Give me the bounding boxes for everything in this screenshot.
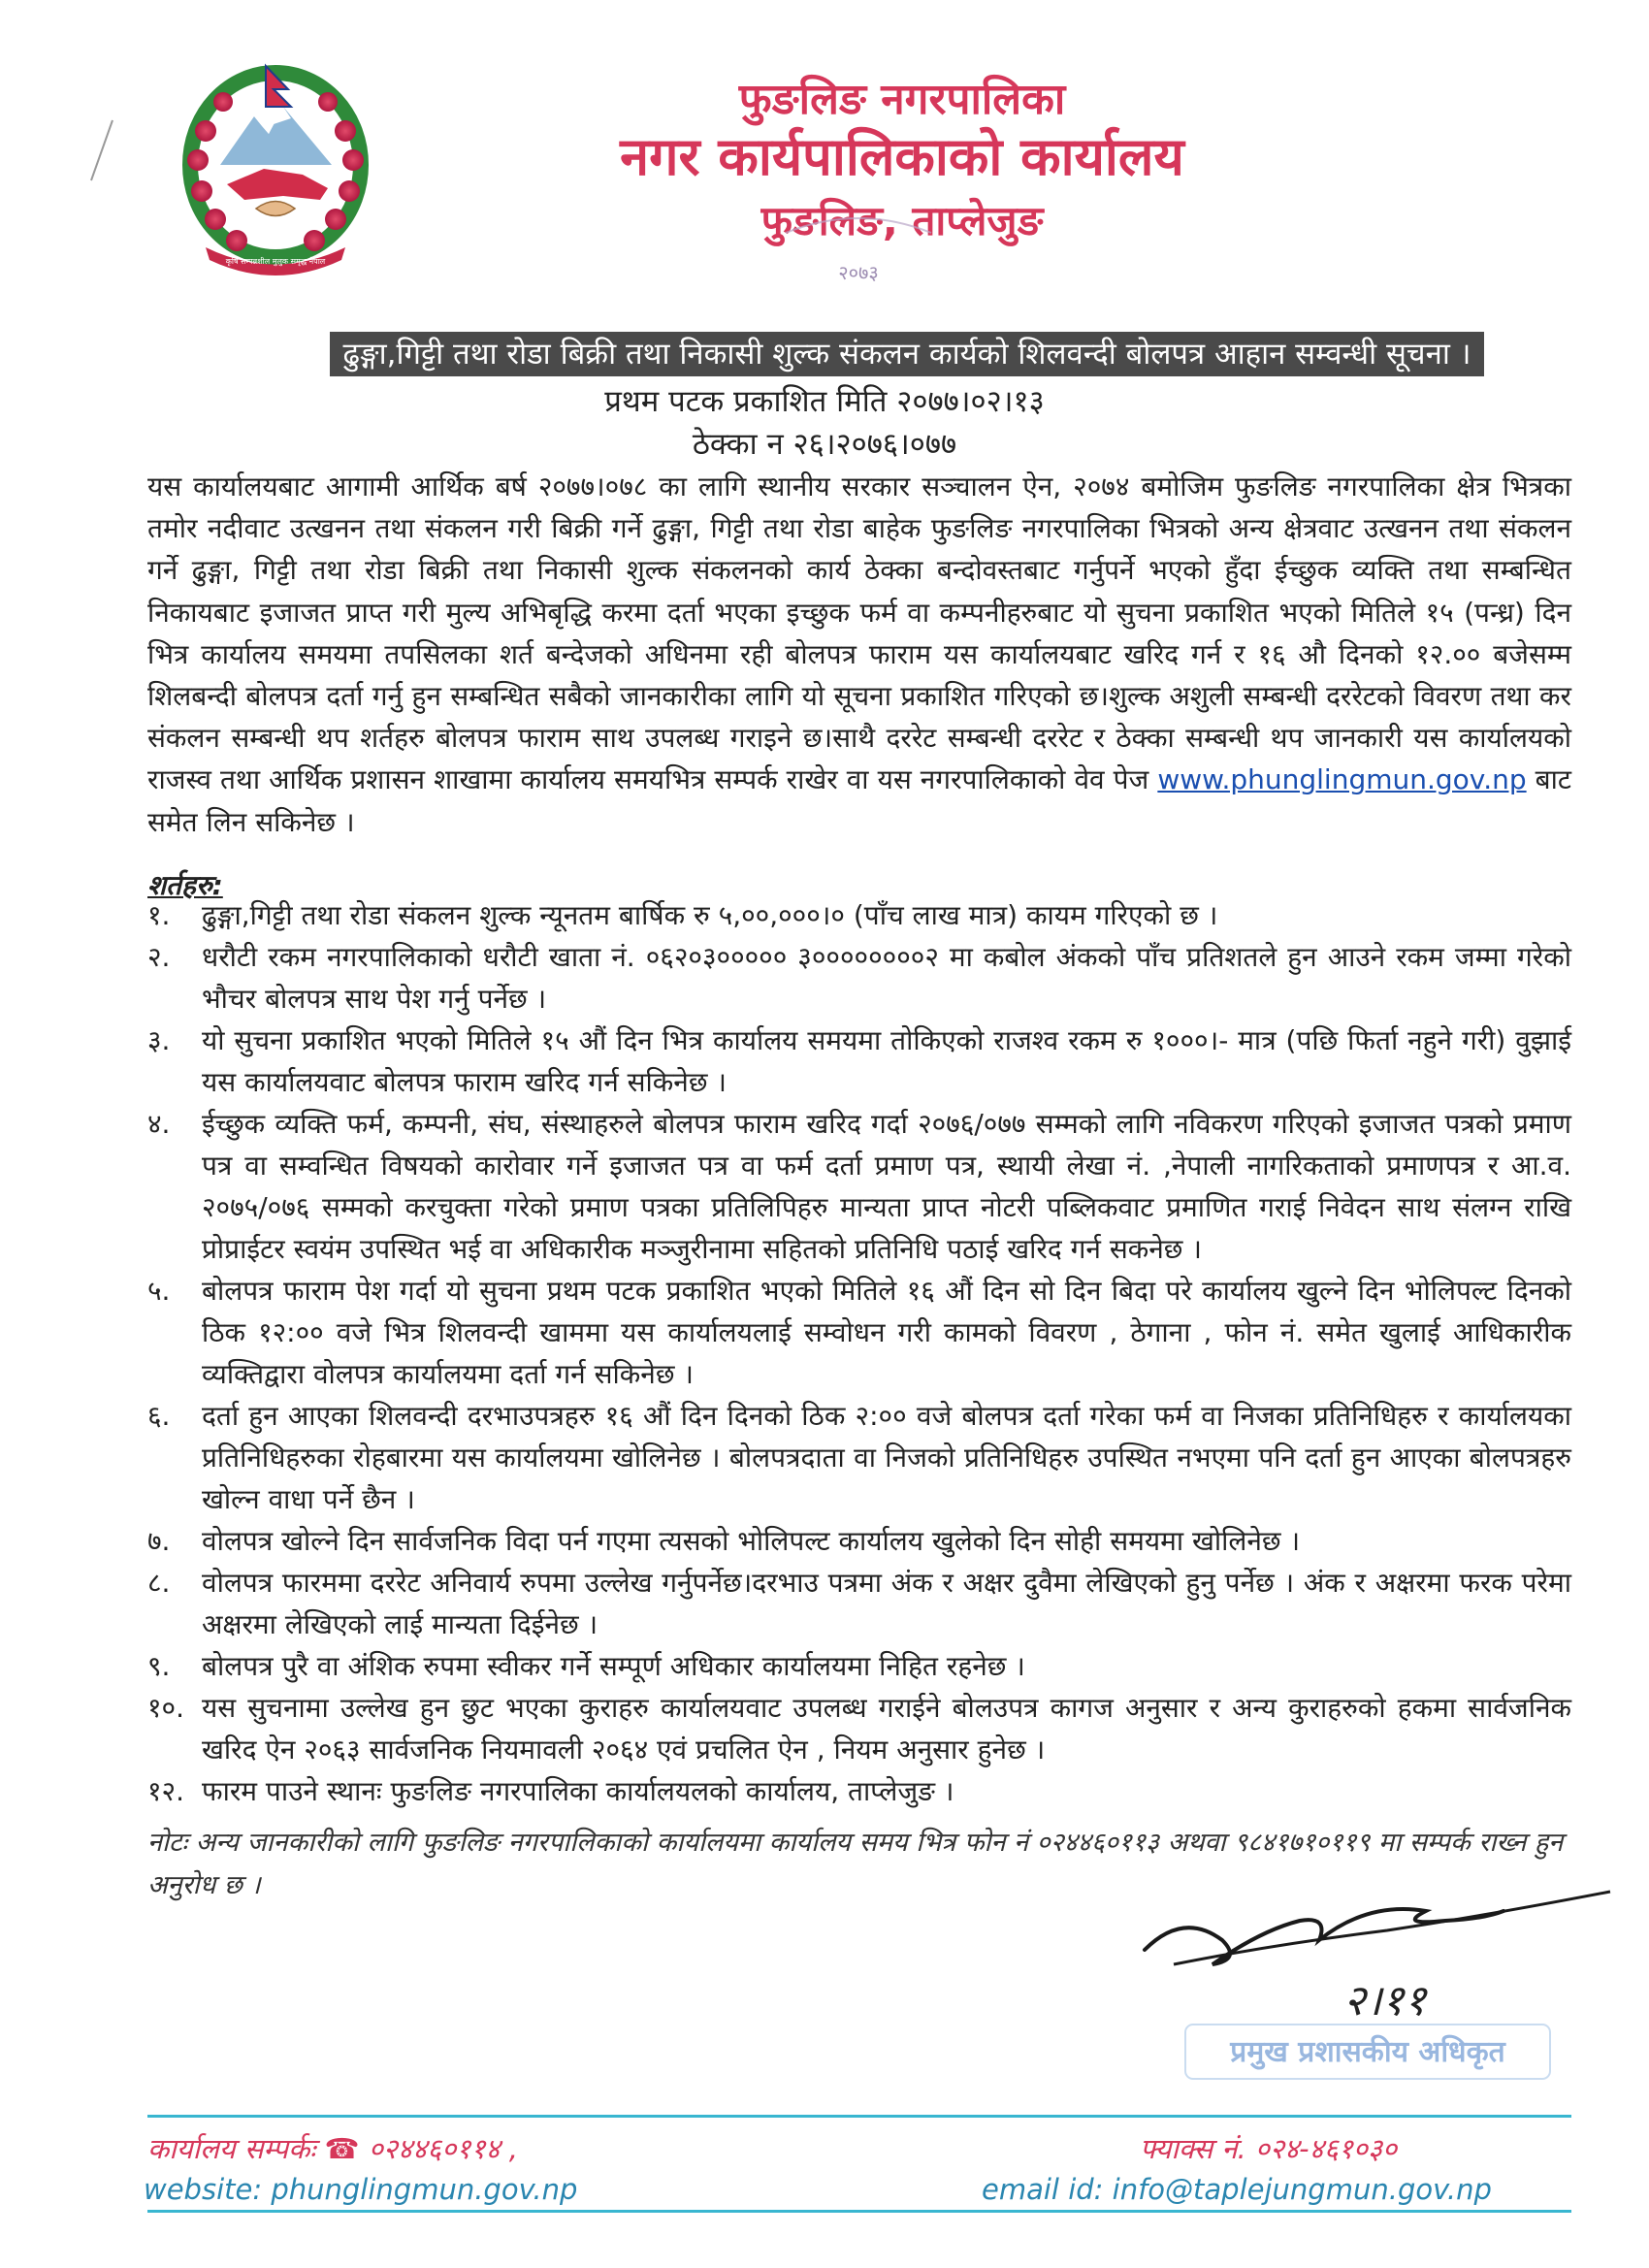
- stray-pen-mark: [87, 116, 116, 188]
- condition-number: १.: [147, 899, 171, 931]
- footer-email[interactable]: email id: info@taplejungmun.gov.np: [982, 2173, 1492, 2206]
- condition-number: २.: [147, 941, 171, 973]
- header-location: फुङलिङ, ताप्लेजुङ: [760, 197, 1044, 244]
- condition-item: [147, 1645, 1571, 1687]
- signature-date: २।११: [1343, 1976, 1427, 2025]
- condition-number: ७.: [147, 1525, 171, 1557]
- conditions-heading: शर्तहरु:: [147, 869, 223, 901]
- notice-title: ढुङ्गा,गिट्टी तथा रोडा बिक्री तथा निकासी शुल्क संकलन कार्यको शिलवन्दी बोलपत्र आहान सम्वन्धी सूचना ।: [330, 332, 1484, 376]
- condition-text: यो सुचना प्रकाशित भएको मितिले १५ औं दिन भित्र कार्यालय समयमा तोकिएको राजश्व रकम रु १०००।- मात्र (पछि फिर्ता नहुने गरी) वुझाई यस कार्यालयवाट बोलपत्र फाराम खरिद गर्न सकिनेछ ।: [202, 1024, 1571, 1098]
- condition-text: ईच्छुक व्यक्ति फर्म, कम्पनी, संघ, संस्थाहरुले बोलपत्र फाराम खरिद गर्दा २०७६/०७७ सम्मको लागि नविकरण गरिएको इजाजत पत्रको प्रमाण पत्र वा सम्वन्धित विषयको कारोवार गर्ने इजाजत पत्र वा फर्म दर्ता प्रमाण पत्र, स्थायी लेखा नं. ,नेपाली नागरिकताको प्रमाणपत्र र आ.व. २०७५/०७६ सम्मको करचुक्ता गरेको प्रमाण पत्रका प्रतिलिपिहरु मान्यता प्राप्त नोटरी पब्लिकवाट प्रमाणित गराई निवेदन साथ संलग्न राखि प्रोप्राईटर स्वयंम उपस्थित भई वा अधिकारीक मञ्जुरीनामा सहितको प्रतिनिधि पठाई खरिद गर्न सकनेछ ।: [202, 1108, 1571, 1265]
- condition-item: [147, 1520, 1571, 1562]
- condition-text: बोलपत्र फाराम पेश गर्दा यो सुचना प्रथम पटक प्रकाशित भएको मितिले १६ औं दिन सो दिन बिदा परे कार्यालय खुल्ने दिन भोलिपल्ट दिनको ठिक १२:०० वजे भित्र शिलवन्दी खाममा यस कार्यालयलाई सम्वोधन गरी कामको विवरण , ठेगाना , फोन नं. समेत खुलाई आधिकारीक व्यक्तिद्वारा वोलपत्र कार्यालयमा दर्ता गर्न सकिनेछ ।: [202, 1275, 1571, 1390]
- published-date: प्रथम पटक प्रकाशित मिति २०७७।०२।१३: [604, 384, 1045, 419]
- footer-website[interactable]: website: phunglingmun.gov.np: [144, 2173, 578, 2206]
- condition-item: [147, 1395, 1571, 1520]
- conditions-list: [147, 894, 1571, 1812]
- officer-stamp: [1183, 2023, 1552, 2081]
- condition-number: ६.: [147, 1400, 171, 1432]
- condition-item: [147, 936, 1571, 1020]
- officer-stamp-text: प्रमुख प्रशासकीय अधिकृत: [1230, 2035, 1505, 2069]
- contract-number: ठेक्का न २६।२०७६।०७७: [692, 427, 957, 462]
- condition-text: ढुङ्गा,गिट्टी तथा रोडा संकलन शुल्क न्यूनतम बार्षिक रु ५,००,०००।० (पाँच लाख मात्र) कायम गरिएको छ ।: [202, 899, 1218, 931]
- condition-text: धरौटी रकम नगरपालिकाको धरौटी खाता नं. ०६२०३००००० ३००००००००२ मा कबोल अंकको पाँच प्रतिशतले हुन आउने रकम जम्मा गरेको भौचर बोलपत्र साथ पेश गर्नु पर्नेछ ।: [202, 941, 1571, 1015]
- condition-number: ५.: [147, 1275, 171, 1307]
- condition-item: [147, 1562, 1571, 1645]
- condition-text: बोलपत्र पुरै वा अंशिक रुपमा स्वीकर गर्ने सम्पूर्ण अधिकार कार्यालयमा निहित रहनेछ ।: [202, 1650, 1025, 1682]
- condition-text: वोलपत्र खोल्ने दिन सार्वजनिक विदा पर्न गएमा त्यसको भोलिपल्ट कार्यालय खुलेको दिन सोही समयमा खोलिनेछ ।: [202, 1525, 1301, 1557]
- condition-item: [147, 1103, 1571, 1270]
- condition-number: १२.: [147, 1775, 185, 1807]
- condition-number: ४.: [147, 1108, 171, 1140]
- website-link[interactable]: www.phunglingmun.gov.np: [1157, 763, 1527, 796]
- condition-number: ९.: [147, 1650, 171, 1682]
- footer-office-contact: कार्यालय सम्पर्कः ☎ ०२४४६०११४ ,: [147, 2132, 518, 2165]
- footer-divider-bottom: [147, 2210, 1571, 2213]
- stamp-year: २०७३: [838, 261, 879, 284]
- faint-round-stamp: [776, 213, 941, 301]
- condition-text: यस सुचनामा उल्लेख हुन छुट भएका कुराहरु कार्यालयवाट उपलब्ध गराईने बोलउपत्र कागज अनुसार र अन्य कुराहरुको हकमा सार्वजनिक खरिद ऐन २०६३ सार्वजनिक नियमावली २०६४ एवं प्रचलित ऐन , नियम अनुसार हुनेछ ।: [202, 1692, 1571, 1766]
- footer-fax: फ्याक्स नं. ०२४-४६१०३०: [1140, 2132, 1398, 2165]
- intro-paragraph: [147, 466, 1571, 843]
- condition-number: १०.: [147, 1692, 185, 1724]
- condition-text: फारम पाउने स्थानः फुङलिङ नगरपालिका कार्यालयलको कार्यालय, ताप्लेजुङ ।: [202, 1775, 954, 1807]
- condition-number: ८.: [147, 1567, 171, 1599]
- condition-item: [147, 1687, 1571, 1770]
- condition-text: वोलपत्र फारममा दररेट अनिवार्य रुपमा उल्लेख गर्नुपर्नेछ।दरभाउ पत्रमा अंक र अक्षर दुवैमा लेखिएको हुनु पर्नेछ । अंक र अक्षरमा फरक परेमा अक्षरमा लेखिएको लाई मान्यता दिईनेछ ।: [202, 1567, 1571, 1640]
- condition-item: [147, 1770, 1571, 1812]
- header-municipality-name: फुङलिङ नगरपालिका: [738, 75, 1066, 124]
- header-office-name: नगर कार्यपालिकाको कार्यालय: [620, 126, 1184, 187]
- condition-item: [147, 1270, 1571, 1395]
- condition-text: दर्ता हुन आएका शिलवन्दी दरभाउपत्रहरु १६ औं दिन दिनको ठिक २:०० वजे बोलपत्र दर्ता गरेका फर्म वा निजका प्रतिनिधिहरु र कार्यालयका प्रतिनिधिहरुका रोहबारमा यस कार्यालयमा खोलिनेछ । बोलपत्रदाता वा निजको प्रतिनिधिहरु उपस्थित नभएमा पनि दर्ता हुन आएका बोलपत्रहरु खोल्न वाधा पर्ने छैन ।: [202, 1400, 1571, 1515]
- intro-text: यस कार्यालयबाट आगामी आर्थिक बर्ष २०७७।०७८ का लागि स्थानीय सरकार सञ्चालन ऐन, २०७४ बमोजिम फुङलिङ नगरपालिका क्षेत्र भित्रका तमोर नदीवाट उत्खनन तथा संकलन गरी बिक्री गर्ने ढुङ्गा, गिट्टी तथा रोडा बाहेक फुङलिङ नगरपालिका भित्रको अन्य क्षेत्रवाट उत्खनन तथा संकलन गर्ने ढुङ्गा, गिट्टी तथा रोडा बिक्री तथा निकासी शुल्क संकलनको कार्य ठेक्का बन्दोवस्तबाट गर्नुपर्ने भएको हुँदा ईच्छुक व्यक्ति तथा सम्बन्धित निकायबाट इजाजत प्राप्त गरी मुल्य अभिबृद्धि करमा दर्ता भएका इच्छुक फर्म वा कम्पनीहरुबाट यो सुचना प्रकाशित भएको मितिले १५ (पन्ध्र) दिन भित्र कार्यालय समयमा तपसिलका शर्त बन्देजको अधिनमा रही बोलपत्र फाराम यस कार्यालयबाट खरिद गर्न र १६ औ दिनको १२.०० बजेसम्म शिलबन्दी बोलपत्र दर्ता गर्नु हुन सम्बन्धित सबैको जानकारीका लागि यो सूचना प्रकाशित गरिएको छ।शुल्क अशुली सम्बन्धी दररेटको विवरण तथा कर संकलन सम्बन्धी थप शर्तहरु बोलपत्र फाराम साथ उपलब्ध गराइने छ।साथै दररेट सम्बन्धी दररेट र ठेक्का सम्बन्धी थप जानकारी यस कार्यालयको राजस्व तथा आर्थिक प्रशासन शाखामा कार्यालय समयभित्र सम्पर्क राखेर वा यस नगरपालिकाको वेव पेज: [147, 470, 1571, 796]
- logo-motto: कृषि सम्पन्नशील मुलुक समृद्ध नेपाल: [225, 257, 326, 266]
- intro-text-end: बाट समेत लिन सकिनेछ ।: [147, 763, 1571, 838]
- condition-number: ३.: [147, 1024, 171, 1056]
- condition-item: [147, 894, 1571, 936]
- footer-divider-top: [147, 2115, 1571, 2118]
- condition-item: [147, 1020, 1571, 1103]
- nepal-emblem-logo: [177, 49, 375, 276]
- contact-note: नोटः अन्य जानकारीको लागि फुङलिङ नगरपालिकाको कार्यालयमा कार्यालय समय भित्र फोन नं ०२४४६०११३ अथवा ९८४१७१०११९ मा सम्पर्क राख्न हुन अनुरोध छ ।: [147, 1828, 1564, 1900]
